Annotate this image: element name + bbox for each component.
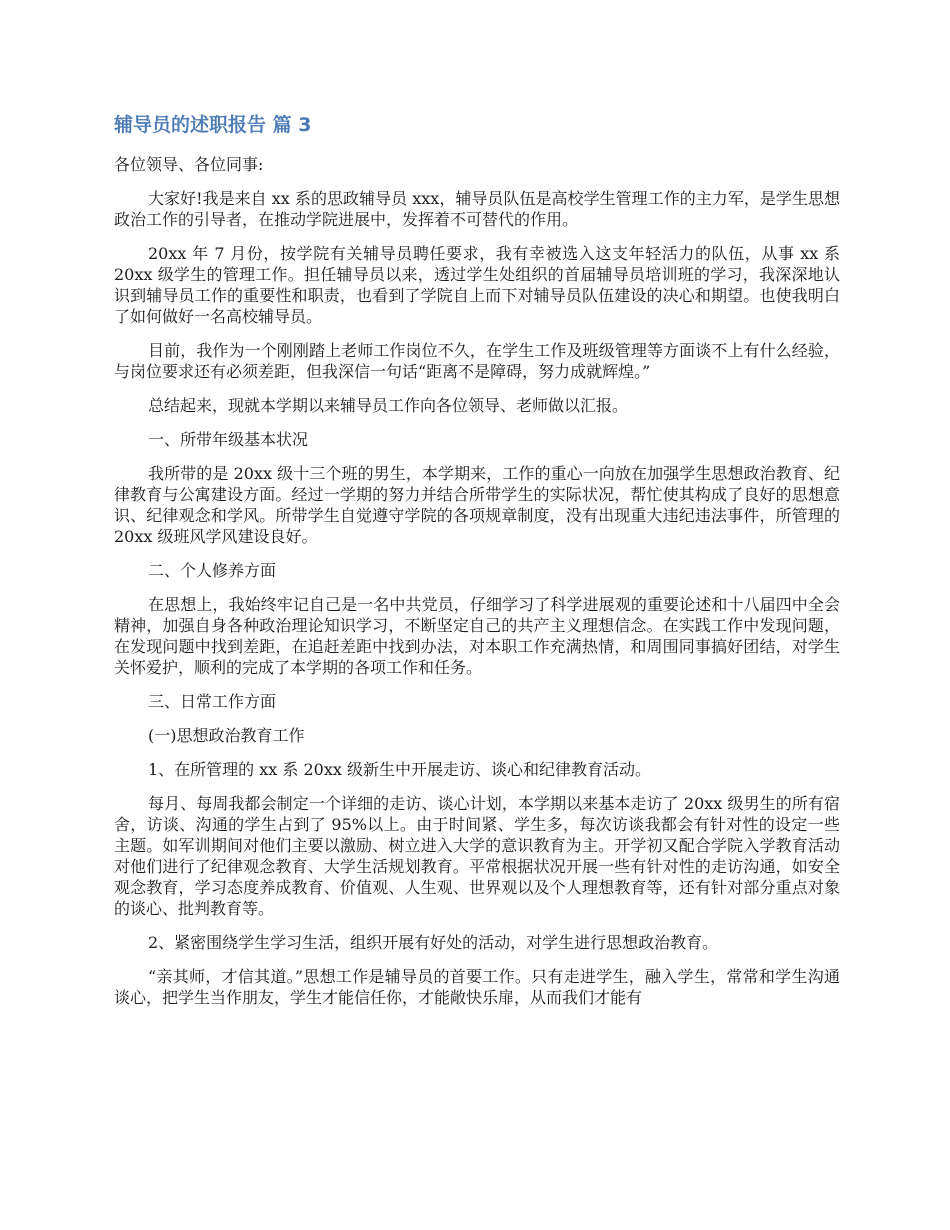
paragraph: 二、个人修养方面 [148,561,277,580]
document-body [114,112,840,1021]
paragraph: 总结起来，现就本学期以来辅导员工作向各位领导、老师做以汇报。 [148,396,629,415]
paragraph: “亲其师，才信其道。”思想工作是辅导员的首要工作。只有走进学生，融入学生，常常和学生沟通谈心，把学生当作朋友，学生才能信任你，才能敞快乐扉，从而我们才能有 [114,967,840,1007]
paragraph-list [114,154,840,1008]
paragraph: 各位领导、各位同事: [114,155,264,174]
paragraph: 我所带的是 20xx 级十三个班的男生，本学期来，工作的重心一向放在加强学生思想政治教育、纪律教育与公寓建设方面。经过一学期的努力并结合所带学生的实际状况，帮忙使其构成了良好的思想意识、纪律观念和学风。所带学生自觉遵守学院的各项规章制度，没有出现重大违纪违法事件，所管理的 20xx 级班风学风建设良好。 [114,464,840,546]
document-title: 辅导员的述职报告 篇 3 [114,114,312,136]
paragraph: 一、所带年级基本状况 [148,430,309,449]
paragraph: (一)思想政治教育工作 [148,726,305,745]
paragraph: 目前，我作为一个刚刚踏上老师工作岗位不久，在学生工作及班级管理等方面谈不上有什么经验，与岗位要求还有必须差距，但我深信一句话“距离不是障碍，努力成就辉煌。” [114,341,840,381]
paragraph: 在思想上，我始终牢记自己是一名中共党员，仔细学习了科学进展观的重要论述和十八届四中全会精神，加强自身各种政治理论知识学习，不断坚定自己的共产主义理想信念。在实践工作中发现问题，在发现问题中找到差距，在追赶差距中找到办法，对本职工作充满热情，和周围同事搞好团结，对学生关怀爱护，顺利的完成了本学期的各项工作和任务。 [114,595,840,677]
paragraph: 1、在所管理的 xx 系 20xx 级新生中开展走访、谈心和纪律教育活动。 [148,760,651,779]
paragraph: 大家好!我是来自 xx 系的思政辅导员 xxx，辅导员队伍是高校学生管理工作的主力军，是学生思想政治工作的引导者，在推动学院进展中，发挥着不可替代的作用。 [114,189,840,229]
paragraph: 每月、每周我都会制定一个详细的走访、谈心计划，本学期以来基本走访了 20xx 级男生的所有宿舍，访谈、沟通的学生占到了 95%以上。由于时间紧、学生多，每次访谈我都会有针对性的设定一些主题。如军训期间对他们主要以激励、树立进入大学的意识教育为主。开学初又配合学院入学教育活动对他们进行了纪律观念教育、大学生活规划教育。平常根据状况开展一些有针对性的走访沟通，如安全观念教育，学习态度养成教育、价值观、人生观、世界观以及个人理想教育等，还有针对部分重点对象的谈心、批判教育等。 [114,794,840,918]
paragraph: 2、紧密围绕学生学习生活，组织开展有好处的活动，对学生进行思想政治教育。 [148,933,719,952]
paragraph: 20xx 年 7 月份，按学院有关辅导员聘任要求，我有幸被选入这支年轻活力的队伍，从事 xx 系 20xx 级学生的管理工作。担任辅导员以来，透过学生处组织的首届辅导员培训班的学习，我深深地认识到辅导员工作的重要性和职责，也看到了学院自上而下对辅导员队伍建设的决心和期望。也使我明白了如何做好一名高校辅导员。 [114,244,840,326]
paragraph: 三、日常工作方面 [148,692,277,711]
